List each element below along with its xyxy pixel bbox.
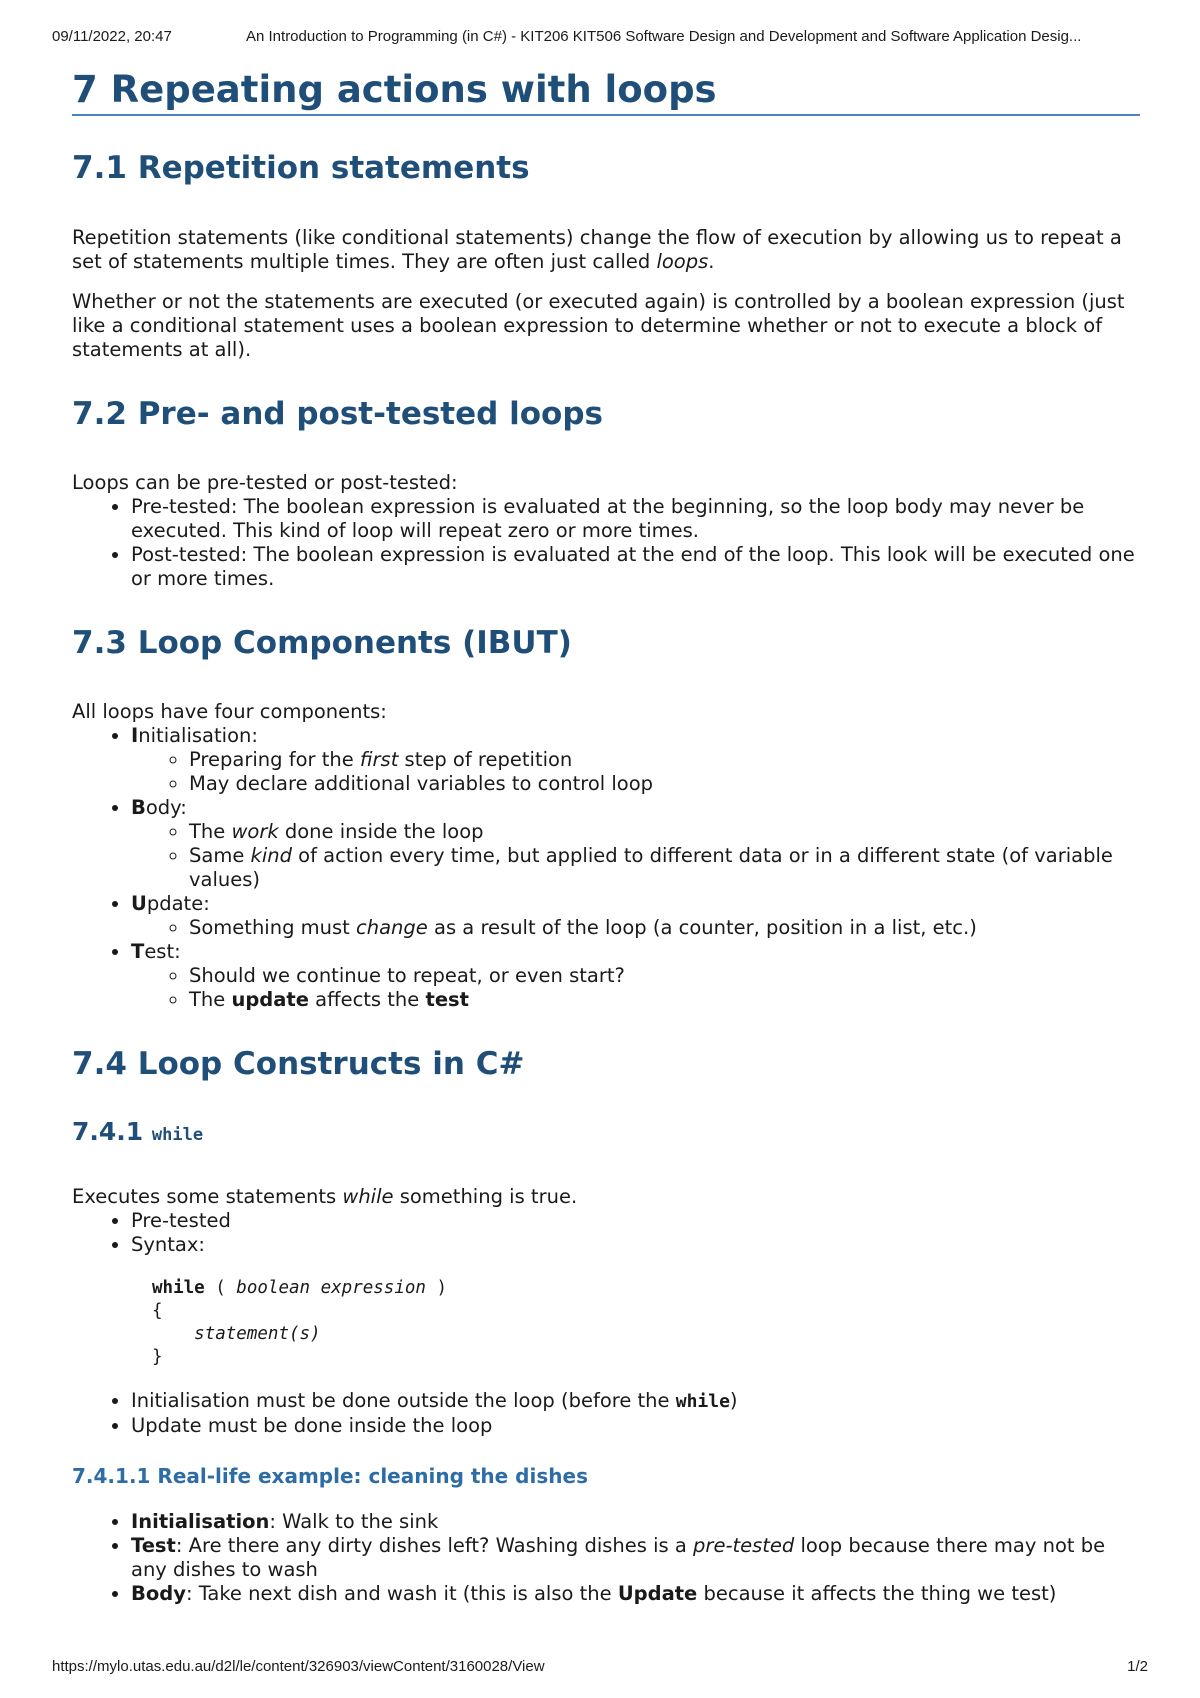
bullet-list — [72, 724, 1140, 1012]
subsection-title-7-4-1: 7.4.1 while — [72, 1117, 204, 1147]
list-item: • Test: Are there any dirty dishes left? Washing dishes is a pre-tested loop because there may not be any dishes to wash — [131, 1534, 1140, 1582]
list-item: ◦ Same kind of action every time, but applied to different data or in a different state (of variable values) — [189, 844, 1140, 892]
list-item: ◦ The update affects the test — [189, 988, 1140, 1012]
print-datetime: 09/11/2022, 20:47 — [52, 28, 172, 45]
list-item: ◦ May declare additional variables to control loop — [189, 772, 1140, 796]
chapter-title: 7 Repeating actions with loops — [72, 68, 1140, 116]
section-title-7-3: 7.3 Loop Components (IBUT) — [72, 624, 572, 661]
list-item: • Initialisation must be done outside the loop (before the while) — [131, 1389, 1140, 1414]
bullet-list — [72, 495, 1140, 591]
paragraph: Repetition statements (like conditional statements) change the flow of execution by allowing us to repeat a set of statements multiple times. They are often just called loops. — [72, 225, 1122, 273]
list-item-body: • Body: ◦ The work done inside the loop ◦ Same kind of action every time, but applied to different data or in a different state (of variable values) — [131, 796, 1140, 892]
page-number: 1/2 — [1127, 1658, 1148, 1675]
print-doc-title: An Introduction to Programming (in C#) - KIT206 KIT506 Software Design and Development and Software Application Desig... — [246, 28, 1082, 45]
bullet-list — [72, 1389, 1140, 1438]
print-url: https://mylo.utas.edu.au/d2l/le/content/326903/viewContent/3160028/View — [52, 1658, 545, 1675]
list-item: • Pre-tested — [131, 1209, 1140, 1233]
bullet-list — [72, 1209, 1140, 1257]
print-header — [52, 28, 1148, 48]
list-item: ◦ The work done inside the loop — [189, 820, 1140, 844]
list-item: • Body: Take next dish and wash it (this is also the Update because it affects the thing we test) — [131, 1582, 1140, 1606]
list-item: • Pre-tested: The boolean expression is evaluated at the beginning, so the loop body may never be executed. This kind of loop will repeat zero or more times. — [131, 495, 1140, 543]
list-item-initialisation: • Initialisation: ◦ Preparing for the first step of repetition ◦ May declare additional variables to control loop — [131, 724, 1140, 796]
section-title-7-4: 7.4 Loop Constructs in C# — [72, 1045, 525, 1082]
paragraph: Executes some statements while something is true. — [72, 1185, 578, 1209]
list-item: • Syntax: — [131, 1233, 1140, 1257]
paragraph: Whether or not the statements are executed (or executed again) is controlled by a boolean expression (just like a conditional statement uses a boolean expression to determine whether or not to execute a block of statements at all). — [72, 289, 1125, 361]
code-block-while-syntax: while ( boolean expression ) { statement(s) } — [152, 1278, 448, 1368]
paragraph: All loops have four components: — [72, 699, 387, 723]
document-content — [72, 60, 1140, 1606]
list-item: • Post-tested: The boolean expression is evaluated at the end of the loop. This look will be executed one or more times. — [131, 543, 1140, 591]
list-item: • Update must be done inside the loop — [131, 1414, 1140, 1438]
section-title-7-1: 7.1 Repetition statements — [72, 150, 530, 187]
list-item: • Initialisation: Walk to the sink — [131, 1510, 1140, 1534]
subsubsection-title-7-4-1-1: 7.4.1.1 Real-life example: cleaning the dishes — [72, 1464, 588, 1489]
section-title-7-2: 7.2 Pre- and post-tested loops — [72, 395, 603, 432]
list-item: ◦ Preparing for the first step of repetition — [189, 748, 1140, 772]
list-item: ◦ Should we continue to repeat, or even start? — [189, 964, 1140, 988]
list-item: ◦ Something must change as a result of the loop (a counter, position in a list, etc.) — [189, 916, 1140, 940]
bullet-list — [72, 1510, 1140, 1606]
list-item-update: • Update: ◦ Something must change as a result of the loop (a counter, position in a list, etc.) — [131, 892, 1140, 940]
print-footer — [52, 1658, 1148, 1678]
list-item-test: • Test: ◦ Should we continue to repeat, or even start? ◦ The update affects the test — [131, 940, 1140, 1012]
paragraph: Loops can be pre-tested or post-tested: — [72, 470, 458, 494]
